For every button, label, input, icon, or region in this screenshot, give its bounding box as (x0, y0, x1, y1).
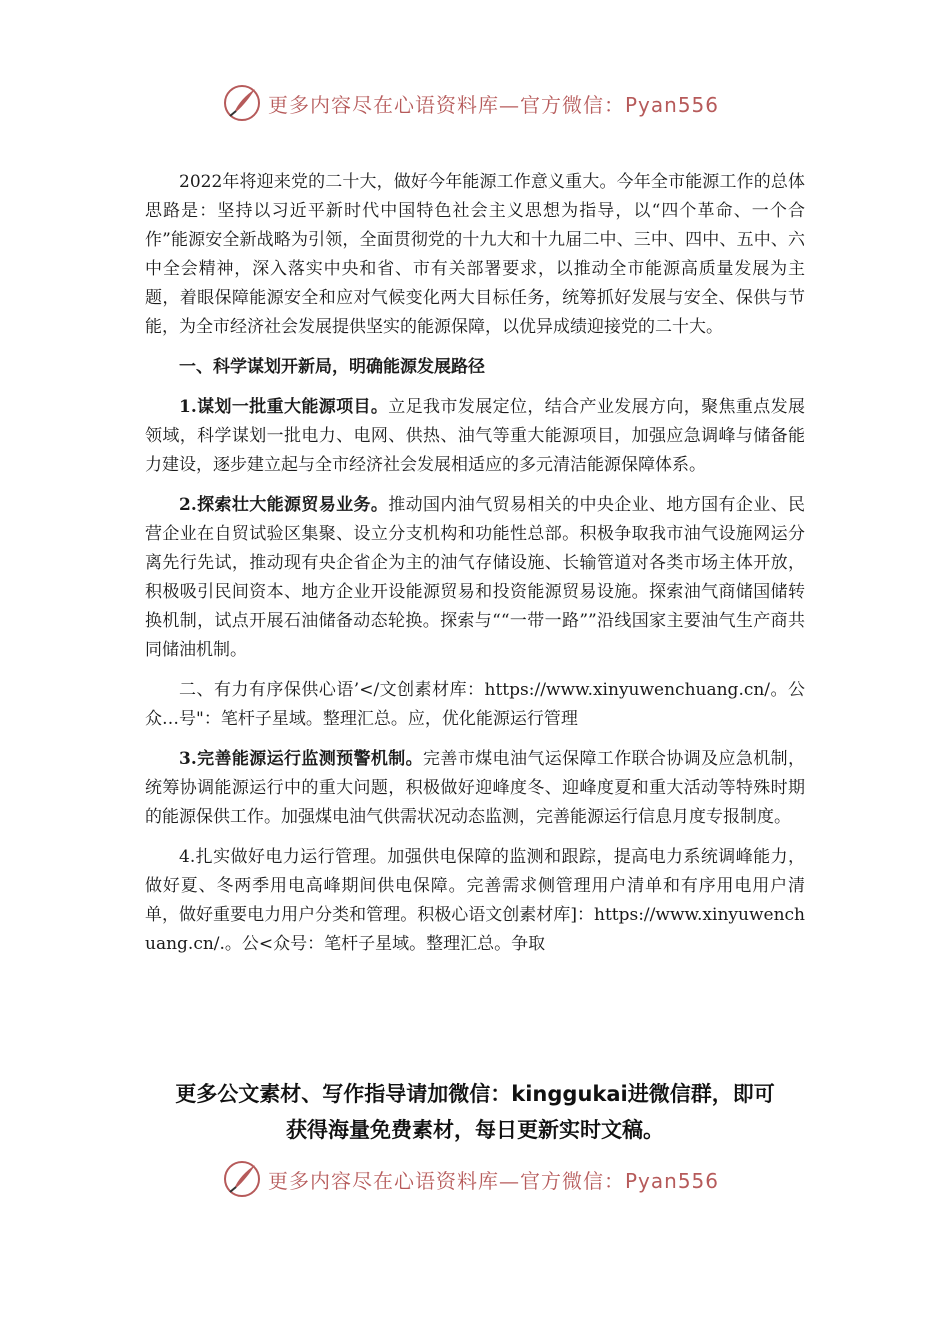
item-1-body: 立足我市发展定位，结合产业发展方向，聚焦重点发展领域，科学谋划一批电力、电网、供热、油气等重大能源项目，加强应急调峰与储备能力建设，逐步建立起与全市经济社会发展相适应的多元清洁能源保障体系。 (145, 397, 806, 475)
header-banner (222, 82, 719, 124)
item-1-title: 1.谋划一批重大能源项目。 (179, 397, 389, 417)
quill-logo-icon (222, 83, 262, 123)
item-3-paragraph (145, 745, 805, 832)
banner-text (268, 1165, 719, 1194)
promo-line-2: 获得海量免费素材，每日更新实时文稿。 (286, 1118, 664, 1142)
item-3-body: 完善市煤电油气运保障工作联合协调及应急机制，统筹协调能源运行中的重大问题，积极做好迎峰度冬、迎峰度夏和重大活动等特殊时期的能源保供工作。加强煤电油气供需状况动态监测，完善能源运行信息月度专报制度。 (145, 749, 805, 827)
quill-logo-icon (222, 1159, 262, 1199)
item-2-body: 推动国内油气贸易相关的中央企业、地方国有企业、民营企业在自贸试验区集聚、设立分支机构和功能性总部。积极争取我市油气设施网运分离先行先试，推动现有央企省企为主的油气存储设施、长输管道对各类市场主体开放，积极吸引民间资本、地方企业开设能源贸易和投资能源贸易设施。探索油气商储国储转换机制，试点开展石油储备动态轮换。探索与““一带一路””沿线国家主要油气生产商共同储油机制。 (145, 495, 806, 660)
section-heading-2: 二、有力有序保供心语’</文创素材库：https://www.xinyuwenchuang.cn/。公众…号"：笔杆子星域。整理汇总。应，优化能源运行管理 (145, 680, 805, 729)
banner-slogan: 更多内容尽在心语资料库—官方微信： (268, 92, 625, 117)
item-1-paragraph (145, 393, 805, 480)
section-heading-1: 一、科学谋划开新局，明确能源发展路径 (179, 357, 485, 377)
item-2-title: 2.探索壮大能源贸易业务。 (179, 495, 389, 515)
item-3-title: 3.完善能源运行监测预警机制。 (179, 749, 424, 769)
promo-line-1: 更多公文素材、写作指导请加微信：kinggukai进微信群，即可 (175, 1082, 775, 1106)
banner-slogan: 更多内容尽在心语资料库—官方微信： (268, 1168, 625, 1193)
banner-wechat-id: Pyan556 (625, 1168, 720, 1193)
promo-block (120, 1076, 830, 1148)
item-2-paragraph (145, 491, 805, 665)
item-4-paragraph: 4.扎实做好电力运行管理。加强供电保障的监测和跟踪，提高电力系统调峰能力，做好夏、冬两季用电高峰期间供电保障。完善需求侧管理用户清单和有序用电用户清单，做好重要电力用户分类和管理。积极心语文创素材库]：https://www.xinyuwenchuang.cn/.。公<众号：笔杆子星域。整理汇总。争取 (145, 847, 805, 954)
document-body (145, 168, 805, 970)
banner-wechat-id: Pyan556 (625, 92, 720, 117)
banner-text (268, 89, 719, 118)
footer-banner (222, 1158, 719, 1200)
intro-paragraph: 2022年将迎来党的二十大，做好今年能源工作意义重大。今年全市能源工作的总体思路是：坚持以习近平新时代中国特色社会主义思想为指导，以“四个革命、一个合作”能源安全新战略为引领，全面贯彻党的十九大和十九届二中、三中、四中、五中、六中全会精神，深入落实中央和省、市有关部署要求，以推动全市能源高质量发展为主题，着眼保障能源安全和应对气候变化两大目标任务，统筹抓好发展与安全、保供与节能，为全市经济社会发展提供坚实的能源保障，以优异成绩迎接党的二十大。 (145, 172, 805, 337)
